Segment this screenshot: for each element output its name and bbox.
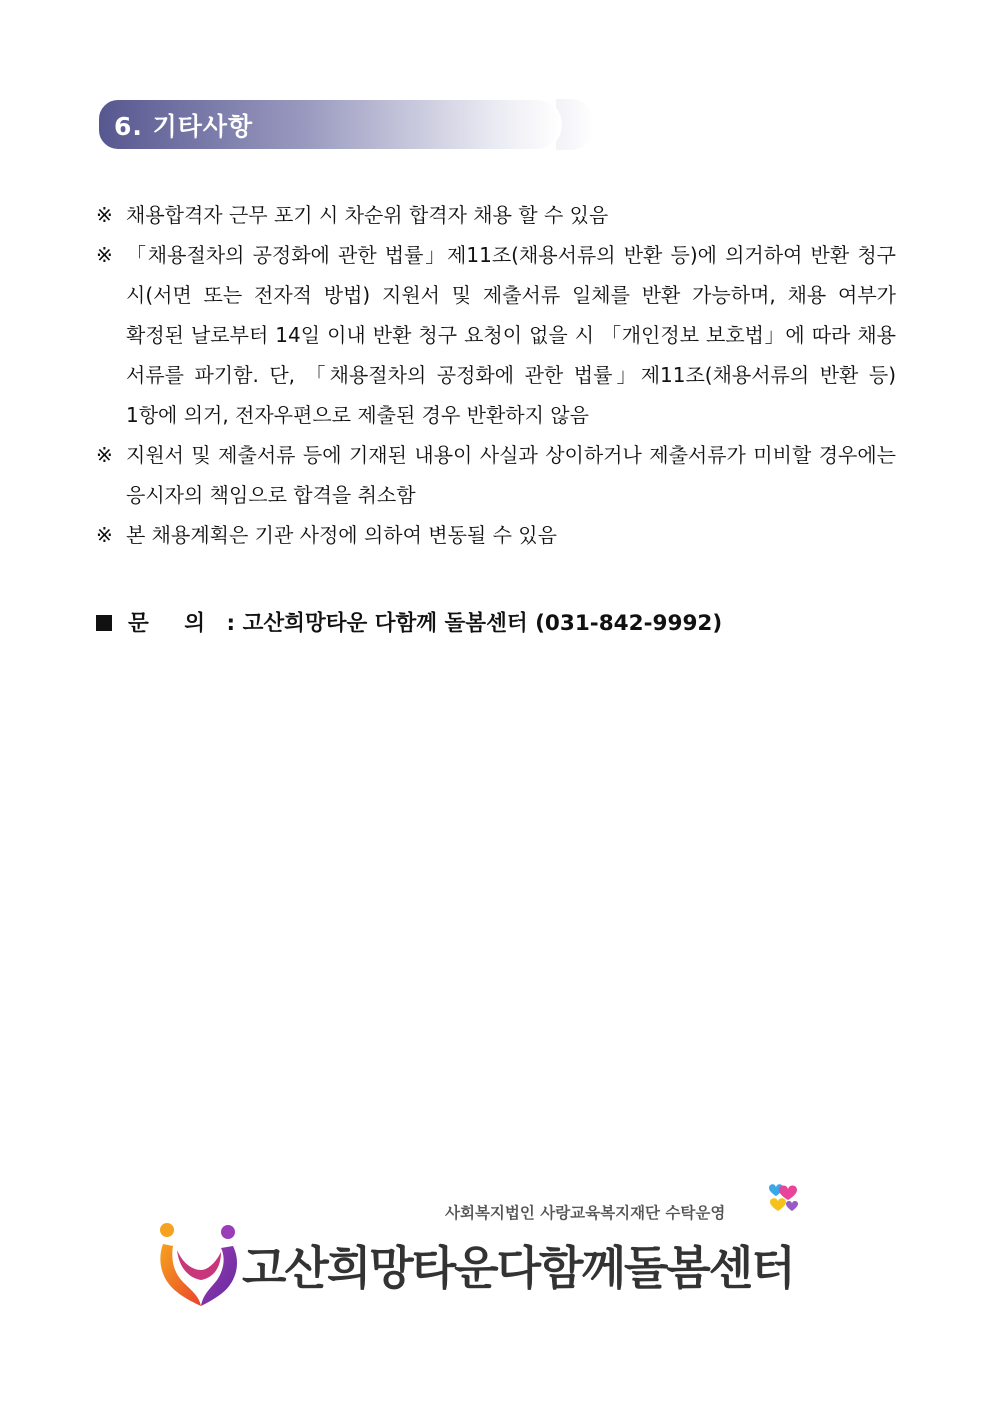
footer-subtitle: 사회복지법인 사랑교육복지재단 수탁운영 [445,1204,726,1222]
note-item [96,435,896,515]
section-header [96,97,601,152]
note-item [96,235,896,435]
note-text: 채용합격자 근무 포기 시 차순위 합격자 채용 할 수 있음 [126,203,609,227]
note-text: 지원서 및 제출서류 등에 기재된 내용이 사실과 상이하거나 제출서류가 미비할 경우에는 응시자의 책임으로 합격을 취소함 [126,443,896,507]
reference-mark: ※ [96,443,113,467]
inquiry-line [96,604,722,644]
note-item [96,515,896,555]
square-bullet-icon [96,615,112,631]
inquiry-label: 문 의 [128,611,220,636]
note-text: 「채용절차의 공정화에 관한 법률」제11조(채용서류의 반환 등)에 의거하여 반환 청구 시(서면 또는 전자적 방법) 지원서 및 제출서류 일체를 반환 가능하며, 채용 여부가 확정된 날로부터 14일 이내 반환 청구 요청이 없을 시 「개인정보 보호법」에 따라 채용 서류를 파기함. 단, 「채용절차의 공정화에 관한 법률」제11조(채용서류의 반환 등) 1항에 의거, 전자우편으로 제출된 경우 반환하지 않음 [126,243,896,427]
reference-mark: ※ [96,203,113,227]
inquiry-separator: : [226,611,236,636]
reference-mark: ※ [96,243,113,267]
inquiry-contact: 고산희망타운 다함께 돌봄센터 (031-842-9992) [242,611,723,636]
note-text: 본 채용계획은 기관 사정에 의하여 변동될 수 있음 [126,523,557,547]
reference-mark: ※ [96,523,113,547]
organization-name: 고산희망타운다함께돌봄센터 [242,1241,794,1295]
colored-hearts-icon [764,1180,806,1220]
section-title: 6. 기타사항 [114,112,254,141]
notes-list [96,195,896,555]
note-item [96,195,896,235]
heart-person-logo-icon [155,1220,245,1308]
